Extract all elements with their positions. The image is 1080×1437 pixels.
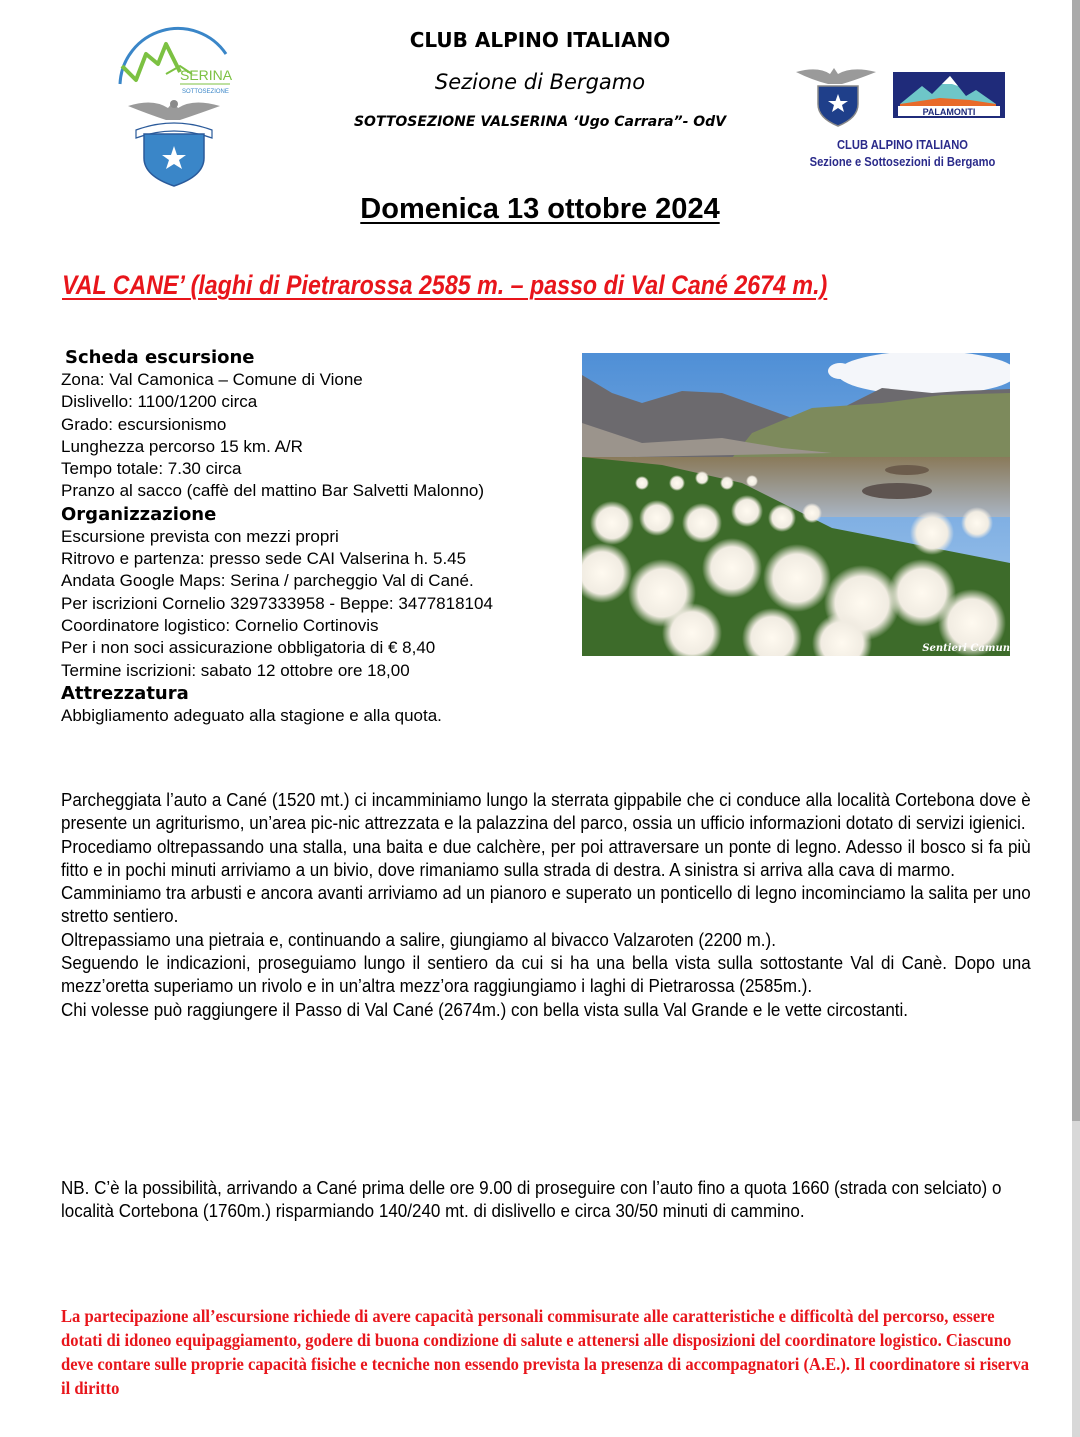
- route-title: [62, 270, 1042, 301]
- scrollbar-thumb[interactable]: [1072, 0, 1080, 1121]
- scheda-line: Dislivello: 1100/1200 circa: [61, 392, 258, 412]
- club-name: CLUB ALPINO ITALIANO: [409, 28, 671, 52]
- description-paragraph: Chi volesse può raggiungere il Passo di Val Cané (2674m.) con bella vista sulla Val Grande e le vette circostanti.: [61, 998, 909, 1020]
- valserina-emblem-icon: [108, 24, 238, 189]
- sottosezione-text: SOTTOSEZIONE: [182, 89, 229, 95]
- cai-bergamo-caption: [806, 136, 1000, 170]
- cai-bergamo-palamonti-logo: [790, 64, 1015, 174]
- description-paragraph: Procediamo oltrepassando una stalla, una baita e due calchère, per poi attraversare un ponte di legno. Adesso il bosco si fa più fitto e in pochi minuti arriviamo a un bivio, dove rimaniamo sulla strada di destra. A sinistra si arriva alla cava di marmo.: [61, 835, 1031, 880]
- organizzazione-line: Coordinatore logistico: Cornelio Cortinovis: [61, 615, 379, 635]
- cai-caption-line2: Sezione e Sottosezioni di Bergamo: [809, 154, 996, 169]
- scheda-line: Lunghezza percorso 15 km. A/R: [61, 436, 303, 456]
- lake-photo: [582, 353, 1010, 656]
- cai-palamonti-emblems-icon: [790, 64, 1015, 134]
- sezione-name: Sezione di Bergamo: [434, 70, 646, 94]
- scheda-line: Tempo totale: 7.30 circa: [61, 459, 242, 479]
- organizzazione-line: Per iscrizioni Cornelio 3297333958 - Beppe: 3477818104: [61, 593, 493, 613]
- mountain-lake-image-icon: [582, 353, 1010, 656]
- organizzazione-heading: Organizzazione: [61, 503, 217, 525]
- scheda-line: Zona: Val Camonica – Comune di Vione: [61, 370, 363, 389]
- vertical-scrollbar[interactable]: [1072, 0, 1080, 1437]
- cai-caption-line1: CLUB ALPINO ITALIANO: [836, 137, 969, 152]
- sottosezione-name: SOTTOSEZIONE VALSERINA ‘Ugo Carrara”- OdV: [353, 114, 727, 130]
- attrezzatura-heading: Attrezzatura: [61, 682, 189, 704]
- organizzazione-line: Escursione prevista con mezzi propri: [61, 526, 339, 546]
- attrezzatura-line: Abbigliamento adeguato alla stagione e alla quota.: [61, 705, 442, 725]
- description-paragraph: Camminiamo tra arbusti e ancora avanti arriviamo ad un pianoro e superato un ponticello di legno incominciamo la salita per uno stretto sentiero.: [61, 882, 1031, 927]
- description-paragraph: Parcheggiata l’auto a Cané (1520 mt.) ci incamminiamo lungo la sterrata gippabile che ci conduce alla località Cortebona dove è presente un agriturismo, un’area pic-nic attrezzata e la palazzina del parco, ossia un ufficio informazioni dotato di servizi igienici.: [61, 789, 1031, 834]
- organizzazione-line: Andata Google Maps: Serina / parcheggio Val di Cané.: [61, 571, 474, 591]
- palamonti-text: PALAMONTI: [922, 107, 976, 117]
- photo-credit: Sentieri Camun: [922, 643, 1010, 654]
- scheda-line: Pranzo al sacco (caffè del mattino Bar Salvetti Malonno): [61, 481, 485, 501]
- route-description: [61, 788, 1031, 1021]
- header-titles: [300, 26, 780, 130]
- scheda-heading: Scheda escursione: [65, 347, 255, 368]
- scheda-line: Grado: escursionismo: [61, 414, 227, 434]
- route-title-text: VAL CANE’ (laghi di Pietrarossa 2585 m. – passo di Val Cané 2674 m.): [62, 270, 828, 300]
- disclaimer-text: La partecipazione all’escursione richiede di avere capacità personali commisurate alle caratteristiche e difficoltà del percorso, essere dotati di idoneo equipaggiamento, godere di buona condizione di salute e attenersi alle disposizioni del coordinatore logistico. Ciascuno deve contare sulle proprie capacità fisiche e tecniche non essendo prevista la presenza di accompagnatori (A.E.). Il coordinatore si riserva il diritto: [61, 1306, 1030, 1398]
- nb-note: [61, 1176, 1031, 1223]
- description-paragraph: Oltrepassiamo una pietraia e, continuando a salire, giungiamo al bivacco Valzaroten (2200 m.).: [61, 928, 776, 950]
- description-wrapper: [61, 788, 1031, 1021]
- organizzazione-line: Termine iscrizioni: sabato 12 ottobre ore 18,00: [61, 660, 410, 680]
- nb-text: NB. C’è la possibilità, arrivando a Cané prima delle ore 9.00 di proseguire con l’auto fino a quota 1660 (strada con selciato) o località Cortebona (1760m.) risparmiando 140/240 mt. di dislivello e circa 30/50 minuti di cammino.: [61, 1177, 1002, 1222]
- organizzazione-line: Per i non soci assicurazione obbligatoria di € 8,40: [61, 638, 436, 658]
- safety-disclaimer: [61, 1304, 1061, 1400]
- event-date: Domenica 13 ottobre 2024: [360, 193, 720, 225]
- organizzazione-line: Ritrovo e partenza: presso sede CAI Valserina h. 5.45: [61, 549, 467, 569]
- serina-text: SERINA: [180, 67, 233, 83]
- event-date-title: [0, 193, 1080, 226]
- excursion-info: [61, 346, 571, 727]
- cai-valserina-logo: [108, 24, 238, 189]
- description-paragraph: Seguendo le indicazioni, proseguiamo lungo il sentiero da cui si ha una bella vista sulla sottostante Val di Canè. Dopo una mezz’oretta superiamo un rivolo e in un’altra mezz’ora raggiungiamo i laghi di Pietrarossa (2585m.).: [61, 952, 1031, 997]
